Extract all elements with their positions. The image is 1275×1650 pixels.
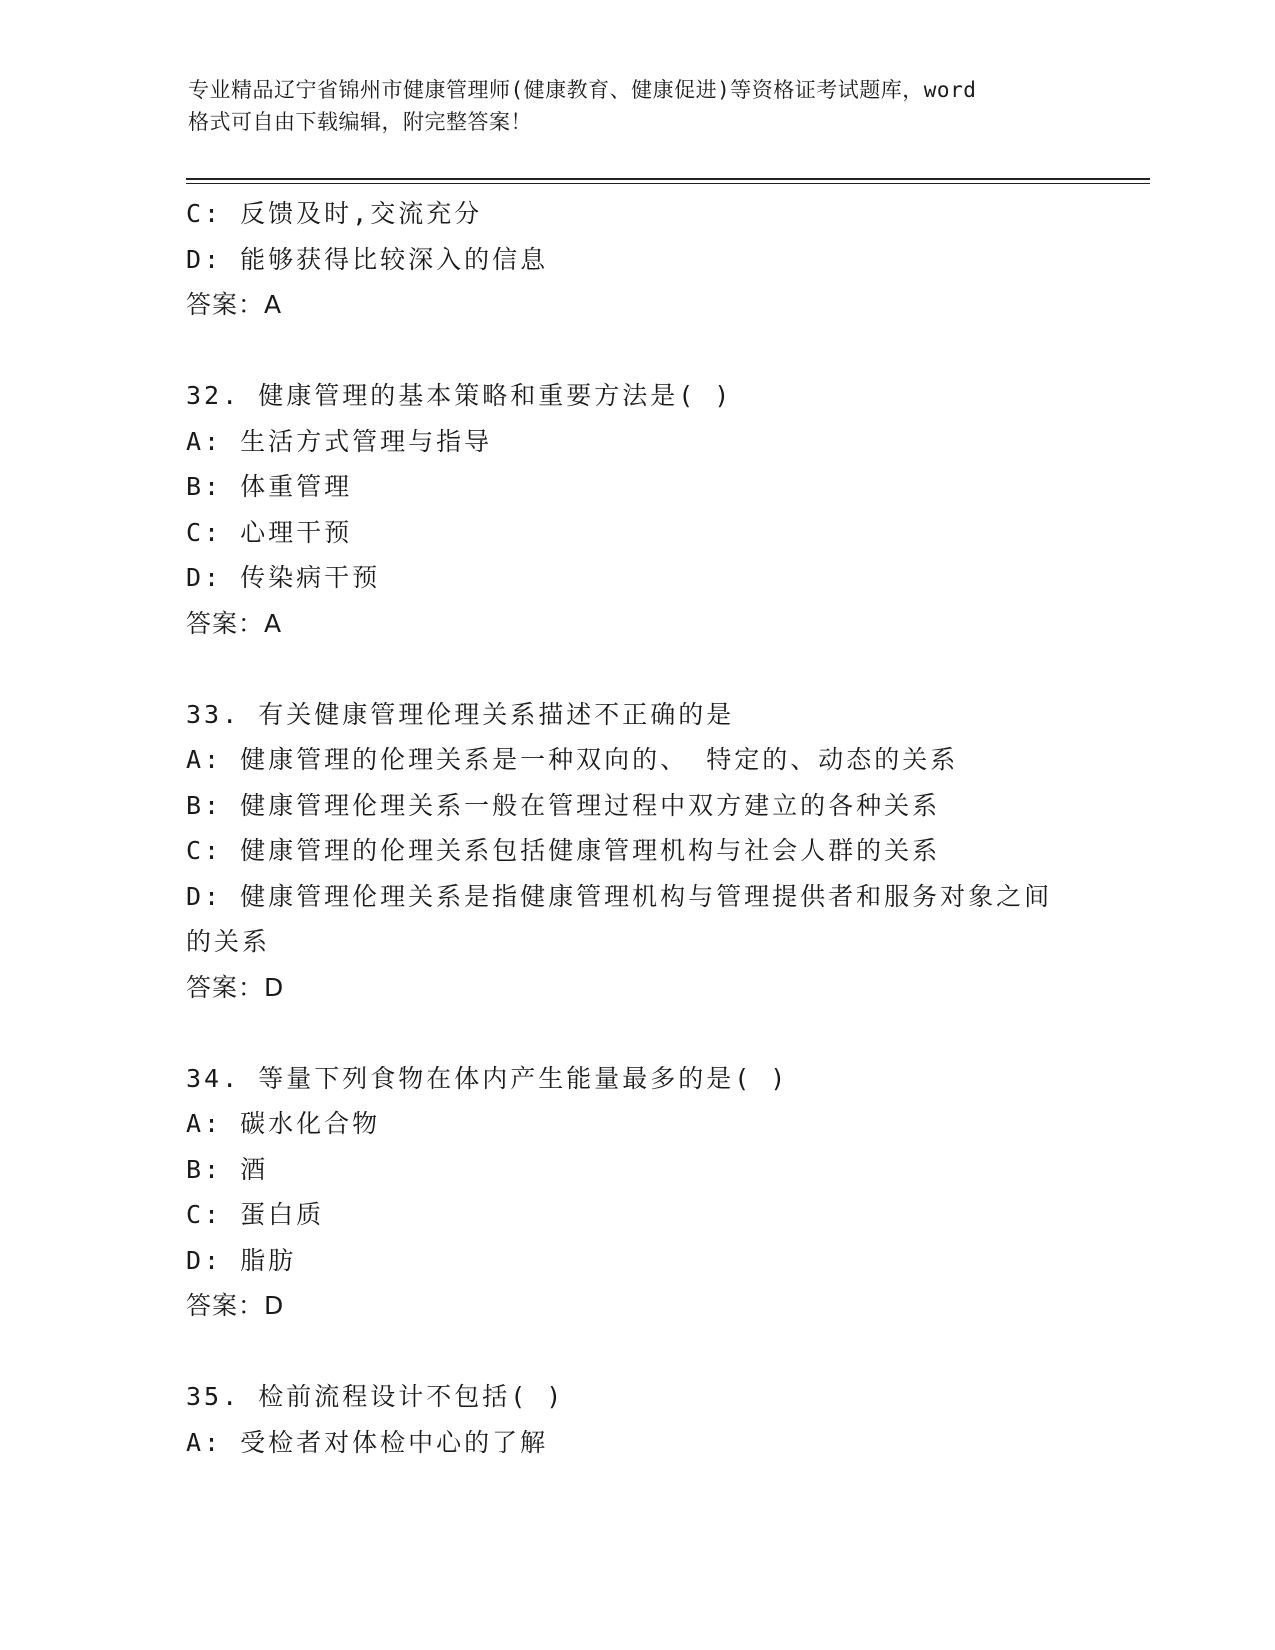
- option-b: B: 体重管理: [186, 472, 353, 501]
- option-b: B: 酒: [186, 1154, 269, 1184]
- question-stem: 33. 有关健康管理伦理关系描述不正确的是: [186, 699, 735, 729]
- spacer: [186, 1329, 1106, 1375]
- question-33: [186, 692, 1106, 1011]
- option-d: D: 健康管理伦理关系是指健康管理机构与管理提供者和服务对象之间的关系: [186, 881, 1053, 956]
- option-a: A: 生活方式管理与指导: [186, 426, 493, 456]
- option-c: C: 蛋白质: [186, 1200, 325, 1229]
- question-stem: 35. 检前流程设计不包括( ): [186, 1382, 565, 1411]
- header-line-1: 专业精品辽宁省锦州市健康管理师(健康教育、健康促进)等资格证考试题库，word: [188, 78, 977, 102]
- answer: 答案：D: [186, 1291, 285, 1320]
- header-line-2: 格式可自由下载编辑，附完整答案！: [188, 110, 532, 134]
- answer: 答案：A: [186, 290, 283, 319]
- option-d: D: 能够获得比较深入的信息: [186, 244, 549, 274]
- option-d: D: 脂肪: [186, 1245, 297, 1275]
- question-32: [186, 373, 1106, 646]
- answer: 答案：A: [186, 608, 283, 638]
- option-a: A: 健康管理的伦理关系是一种双向的、 特定的、动态的关系: [186, 745, 959, 774]
- option-c: C: 心理干预: [186, 517, 353, 547]
- question-35: [186, 1374, 1106, 1465]
- option-b: B: 健康管理伦理关系一般在管理过程中双方建立的各种关系: [186, 790, 941, 820]
- question-34: [186, 1056, 1106, 1329]
- document-header: [188, 74, 1088, 138]
- header-rule-thick: [186, 178, 1150, 180]
- spacer: [186, 646, 1106, 692]
- question-list: [186, 191, 1106, 1465]
- option-a: A: 受检者对体检中心的了解: [186, 1427, 549, 1457]
- option-c: C: 健康管理的伦理关系包括健康管理机构与社会人群的关系: [186, 836, 941, 865]
- header-rule-thin: [186, 183, 1150, 184]
- question-stem: 34. 等量下列食物在体内产生能量最多的是( ): [186, 1063, 789, 1093]
- spacer: [186, 1010, 1106, 1056]
- question-31-tail: [186, 191, 1106, 328]
- spacer: [186, 328, 1106, 374]
- option-c: C: 反馈及时,交流充分: [186, 199, 483, 228]
- question-stem: 32. 健康管理的基本策略和重要方法是( ): [186, 381, 733, 410]
- option-d: D: 传染病干预: [186, 563, 381, 592]
- answer: 答案：D: [186, 972, 285, 1002]
- option-a: A: 碳水化合物: [186, 1109, 381, 1138]
